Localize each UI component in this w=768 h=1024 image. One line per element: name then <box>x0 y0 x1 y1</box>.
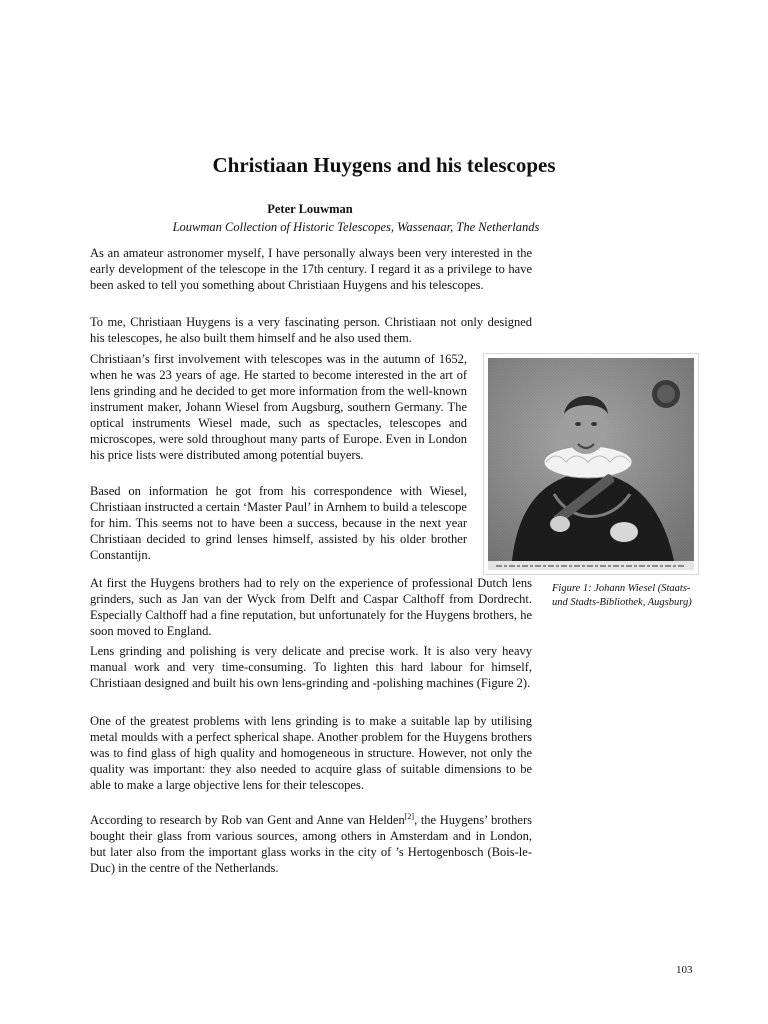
portrait-engraving <box>484 354 698 574</box>
glass-sources-text-start: According to research by Rob van Gent and Anne van Helden <box>90 813 405 827</box>
figure-caption: Figure 1: Johann Wiesel (Staats- und Stadts-Bibliothek, Augsburg) <box>552 583 692 608</box>
paragraph-first-involvement: Christiaan’s first involvement with telescopes was in the autumn of 1652, when he was 23 years of age. He started to become interested in the art of lens grinding and he decided to get more information from the well-known instrument maker, Johann Wiesel from Augsburg, southern Germany. The optical instruments Wiesel made, such as spectacles, telescopes and microscopes, were sold throughout many parts of Europe. Even in London his price lists were distributed among potential buyers. <box>90 352 467 462</box>
paragraph-intro: As an amateur astronomer myself, I have personally always been very interested in the early development of the telescope in the 17th century. I regard it as a privilege to have been asked to tell you something about Christiaan Huygens and his telescopes. <box>90 246 532 292</box>
paragraph-lap-problem: One of the greatest problems with lens grinding is to make a suitable lap by utilising metal moulds with a perfect spherical shape. Another problem for the Huygens brothers was to find glass of high quality and homogeneous in structure. However, not only the quality was important: they also needed to acquire glass of suitable dimensions to be able to make a large objective lens for their telescopes. <box>90 714 532 792</box>
glass-sources-text-end: , the Huygens’ brothers bought their glass from various sources, among others in Amsterdam and in London, but later also from the important glass works in the city of ’s Hertogenbosch (Bois-le-Duc) in the centre of the Netherlands. <box>90 813 532 875</box>
paragraph-polishing: Lens grinding and polishing is very delicate and precise work. It is also very heavy manual work and very time-consuming. To lighten this hard labour for himself, Christiaan designed and built his own lens-grinding and -polishing machines (Figure 2). <box>90 644 532 690</box>
author-name: Peter Louwman <box>267 202 353 216</box>
page-number: 103 <box>676 964 693 976</box>
author-affiliation: Louwman Collection of Historic Telescopes, Wassenaar, The Netherlands <box>172 220 540 234</box>
page-title: Christiaan Huygens and his telescopes <box>212 153 556 177</box>
paragraph-glass-sources <box>90 812 532 876</box>
paragraph-master-paul: Based on information he got from his correspondence with Wiesel, Christiaan instructed a certain ‘Master Paul’ in Arnhem to build a telescope for him. This seems not to have been a success, because in the next year Christiaan decided to grind lenses himself, assisted by his older brother Constantijn. <box>90 484 467 562</box>
reference-marker: [2] <box>404 811 415 821</box>
figure-portrait <box>483 353 699 575</box>
paragraph-fascinating: To me, Christiaan Huygens is a very fascinating person. Christiaan not only designed his telescopes, he also built them himself and he also used them. <box>90 315 532 345</box>
paragraph-lens-grinders: At first the Huygens brothers had to rely on the experience of professional Dutch lens grinders, such as Jan van der Wyck from Delft and Caspar Calthoff from Dordrecht. Especially Calthoff had a fine reputation, but unfortunately for the Huygens brothers, he soon moved to England. <box>90 576 532 638</box>
